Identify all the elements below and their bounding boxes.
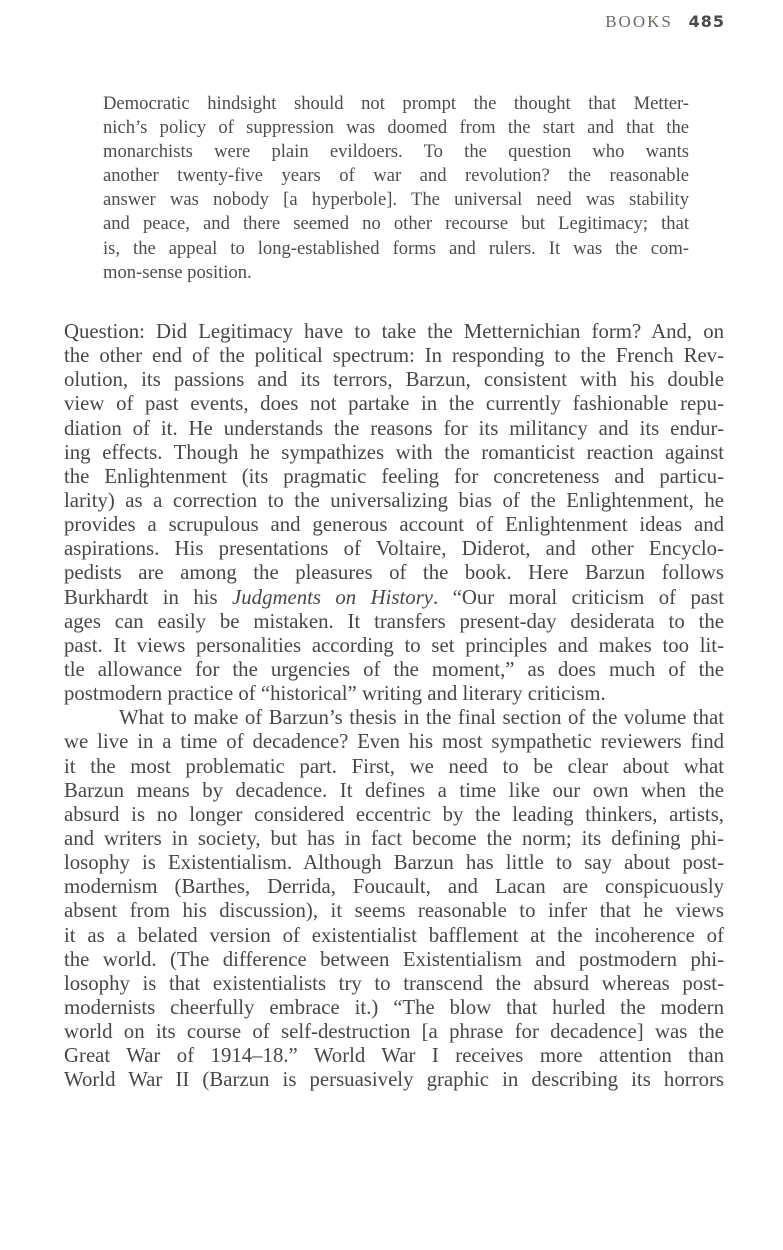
body-line: it as a belated version of existentialist bafflement at the incoherence of <box>64 923 724 947</box>
body-text <box>64 320 724 1093</box>
book-title-italic: Judgments on History <box>232 585 434 609</box>
body-line: olution, its passions and its terrors, Barzun, consistent with his double <box>64 368 724 392</box>
body-line: past. It views personalities according to set principles and makes too lit- <box>64 633 724 657</box>
quote-line: and peace, and there seemed no other recourse but Legitimacy; that <box>103 213 689 235</box>
body-line: modernists cheerfully embrace it.) “The blow that hurled the modern <box>64 995 724 1019</box>
body-line: Great War of 1914–18.” World War I receives more attention than <box>64 1044 724 1068</box>
text-run: Burkhardt in his <box>64 585 233 609</box>
body-line-with-title <box>64 586 724 610</box>
paragraph-2 <box>64 706 724 1092</box>
body-line: absurd is no longer considered eccentric by the leading thinkers, artists, <box>64 802 724 826</box>
body-line: ing effects. Though he sympathizes with the romanticist reaction against <box>64 440 724 464</box>
quote-line: monarchists were plain evildoers. To the question who wants <box>103 141 689 163</box>
body-line: losophy is that existentialists try to transcend the absurd whereas post- <box>64 971 724 995</box>
body-line: the other end of the political spectrum: In responding to the French Rev- <box>64 344 724 368</box>
body-line: Barzun means by decadence. It defines a time like our own when the <box>64 778 724 802</box>
body-line: the Enlightenment (its pragmatic feeling for concreteness and particu- <box>64 464 724 488</box>
body-line: view of past events, does not partake in the currently fashionable repu- <box>64 392 724 416</box>
running-head-section: BOOKS <box>605 12 673 31</box>
paragraph-1 <box>64 320 724 706</box>
body-line: absent from his discussion), it seems reasonable to infer that he views <box>64 899 724 923</box>
body-line: What to make of Barzun’s thesis in the final section of the volume that <box>119 706 724 730</box>
quote-line: Democratic hindsight should not prompt the thought that Metter- <box>103 93 689 114</box>
block-quote <box>103 92 689 285</box>
body-line: Question: Did Legitimacy have to take the Metternichian form? And, on <box>64 320 724 343</box>
body-line: pedists are among the pleasures of the book. Here Barzun follows <box>64 561 724 585</box>
quote-line: mon-sense position. <box>103 261 252 283</box>
body-line: tle allowance for the urgencies of the moment,” as does much of the <box>64 657 724 681</box>
body-line: losophy is Existentialism. Although Barzun has little to say about post- <box>64 851 724 875</box>
body-line: World War II (Barzun is persuasively graphic in describing its horrors <box>64 1068 724 1092</box>
page-number: 485 <box>688 12 725 31</box>
body-line: diation of it. He understands the reasons for its militancy and its endur- <box>64 416 724 440</box>
body-line: larity) as a correction to the universalizing bias of the Enlightenment, he <box>64 488 724 512</box>
quote-line: nich’s policy of suppression was doomed from the start and that the <box>103 117 689 139</box>
body-line: the world. (The difference between Existentialism and postmodern phi- <box>64 947 724 971</box>
body-line: it the most problematic part. First, we need to be clear about what <box>64 754 724 778</box>
body-line: we live in a time of decadence? Even his most sympathetic reviewers find <box>64 730 724 754</box>
body-line: postmodern practice of “historical” writing and literary criticism. <box>64 682 606 706</box>
body-line: aspirations. His presentations of Voltaire, Diderot, and other Encyclo- <box>64 537 724 561</box>
body-line: and writers in society, but has in fact become the norm; its defining phi- <box>64 826 724 850</box>
body-line: provides a scrupulous and generous account of Enlightenment ideas and <box>64 513 724 537</box>
body-line: ages can easily be mistaken. It transfers present-day desiderata to the <box>64 609 724 633</box>
body-line: world on its course of self-destruction [a phrase for decadence] was the <box>64 1020 724 1044</box>
quote-line: is, the appeal to long-established forms and rulers. It was the com- <box>103 237 689 259</box>
body-line: modernism (Barthes, Derrida, Foucault, and Lacan are conspicuously <box>64 875 724 899</box>
text-run: . “Our moral criticism of past <box>433 585 725 609</box>
quote-line: answer was nobody [a hyperbole]. The universal need was stability <box>103 189 689 211</box>
running-head <box>605 12 725 32</box>
quote-line: another twenty-five years of war and revolution? the reasonable <box>103 165 689 187</box>
